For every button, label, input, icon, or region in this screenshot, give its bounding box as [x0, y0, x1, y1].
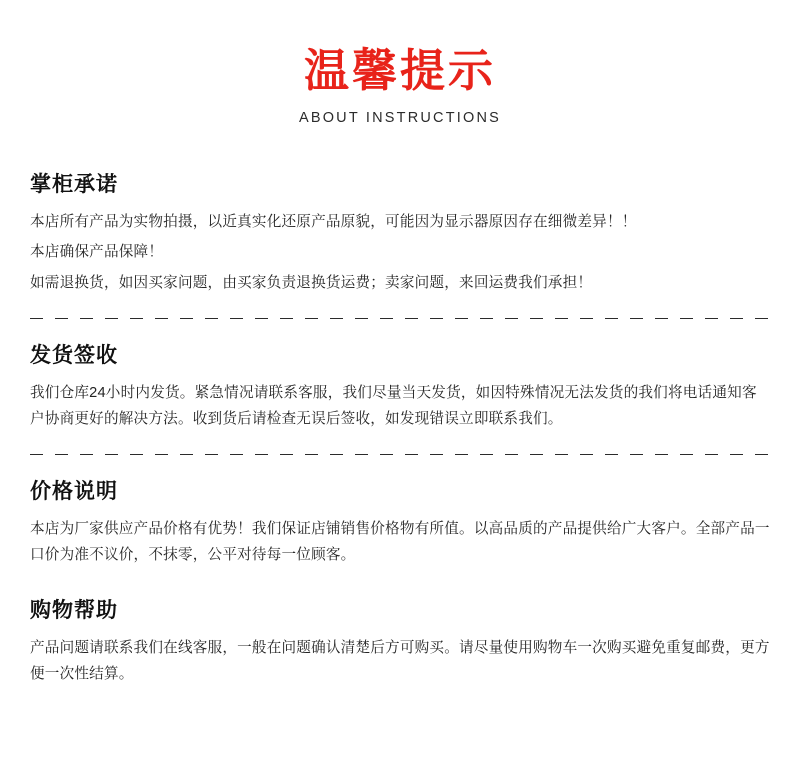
page-subtitle: ABOUT INSTRUCTIONS	[298, 109, 502, 126]
page-title: 温馨提示	[303, 44, 496, 97]
section-shopkeeper-promise	[30, 168, 770, 297]
section-shopping-help	[30, 594, 770, 687]
section-body	[30, 636, 770, 687]
page-header	[24, 0, 776, 126]
section-divider	[30, 318, 770, 319]
section-title: 购物帮助	[30, 598, 118, 623]
section-paragraph: 产品问题请联系我们在线客服，一般在问题确认清楚后方可购买。请尽量使用购物车一次购买避免重复邮费，更方便一次性结算。	[30, 640, 770, 682]
section-body	[30, 517, 770, 568]
section-spacer	[30, 568, 770, 594]
section-paragraph: 本店为厂家供应产品价格有优势！我们保证店铺销售价格物有所值。以高品质的产品提供给广大客户。全部产品一口价为准不议价，不抹零，公平对待每一位顾客。	[30, 521, 770, 563]
section-body	[30, 210, 770, 297]
section-paragraph: 我们仓库24小时内发货。紧急情况请联系客服，我们尽量当天发货，如因特殊情况无法发货的我们将电话通知客户协商更好的解决方法。收到货后请检查无误后签收，如发现错误立即联系我们。	[30, 385, 757, 427]
section-paragraph: 本店所有产品为实物拍摄，以近真实化还原产品原貌，可能因为显示器原因存在细微差异！！	[30, 213, 637, 230]
section-title: 发货签收	[30, 343, 118, 368]
sections-container	[24, 168, 776, 748]
section-shipping-receipt	[30, 339, 770, 432]
section-title: 掌柜承诺	[30, 171, 118, 196]
section-body	[30, 381, 770, 432]
section-paragraph: 如需退换货，如因买家问题，由买家负责退换货运费；卖家问题，来回运费我们承担！	[30, 274, 593, 291]
section-paragraph: 本店确保产品保障！	[30, 244, 164, 261]
bottom-spacer	[30, 687, 770, 747]
section-price-explanation	[30, 475, 770, 568]
section-divider	[30, 454, 770, 455]
section-title: 价格说明	[30, 479, 118, 504]
